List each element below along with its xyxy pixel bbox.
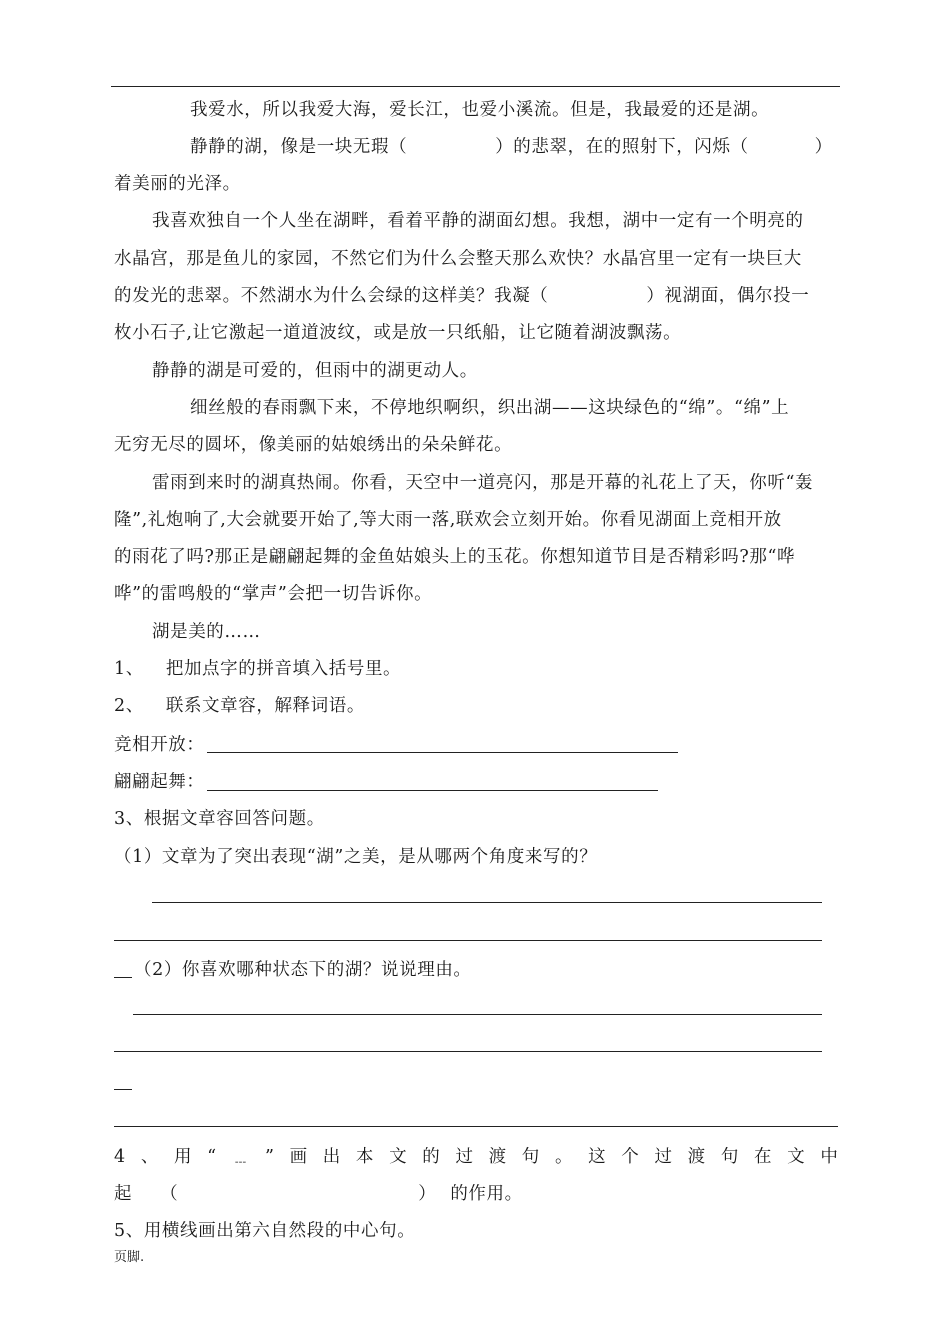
question-4-char: 渡: [488, 1147, 507, 1167]
question-4-char: 渡: [687, 1147, 706, 1167]
passage-line-6b: ）视湖面，偶尔投一: [646, 286, 810, 306]
question-4-char: 这: [588, 1147, 606, 1167]
passage-line-2a: 静静的湖，像是一块无瑕（: [190, 137, 408, 157]
passage-line-12: 隆”,礼炮响了,大会就要开始了,等大雨一落,联欢会立刻开始。你看见湖面上竞相开放: [114, 510, 782, 530]
question-2-text: 联系文章容，解释词语。: [165, 696, 365, 716]
passage-line-11: 雷雨到来时的湖真热闹。你看，天空中一道亮闪，那是开幕的礼花上了天，你听“轰: [152, 473, 814, 493]
answer-stub-line-2: [114, 1089, 132, 1090]
question-5: 5、用横线画出第六自然段的中心句。: [114, 1221, 416, 1241]
question-4-char: 的: [422, 1147, 440, 1167]
passage-line-2b: ）的悲翠，在的照射下，闪烁（: [495, 137, 749, 157]
answer-line-3-2c[interactable]: [114, 1126, 838, 1127]
question-1-number: 1、: [114, 659, 144, 679]
question-4-char: 。: [554, 1147, 573, 1167]
question-1-text: 把加点字的拼音填入括号里。: [165, 659, 402, 679]
question-4-char: “: [207, 1147, 217, 1167]
term-2-label: 翩翩起舞：: [114, 772, 205, 792]
passage-line-13: 的雨花了吗?那正是翩翩起舞的金鱼姑娘头上的玉花。你想知道节目是否精彩吗?那“哗: [114, 547, 796, 567]
question-3-2: （2）你喜欢哪种状态下的湖？说说理由。: [134, 960, 472, 980]
question-4-char: 在: [753, 1147, 772, 1167]
question-4-char: 本: [355, 1147, 374, 1167]
passage-line-6: [114, 284, 809, 308]
question-4-char: 文: [787, 1147, 805, 1167]
question-4-line-2a: 起: [114, 1184, 133, 1204]
term-2-answer-line[interactable]: [207, 790, 658, 791]
term-1-answer-line[interactable]: [207, 752, 678, 753]
question-4-line-2: [114, 1182, 523, 1206]
passage-line-2c: ）: [814, 137, 833, 157]
question-4-char: 、: [140, 1147, 159, 1167]
question-4-close-paren: ）: [418, 1184, 437, 1204]
question-3: 3、根据文章容回答问题。: [114, 809, 325, 829]
passage-line-6a: 的发光的悲翠。不然湖水为什么会绿的这样美？我凝（: [114, 286, 549, 306]
passage-line-1: 我爱水，所以我爱大海，爱长江，也爱小溪流。但是，我最爱的还是湖。: [190, 100, 770, 120]
passage-line-8: 静静的湖是可爱的，但雨中的湖更动人。: [152, 361, 478, 381]
question-3-1: （1）文章为了突出表现“湖”之美，是从哪两个角度来写的？: [114, 847, 598, 867]
passage-line-5: 水晶宫，那是鱼儿的家园，不然它们为什么会整天那么欢快？水晶宫里一定有一块巨大: [114, 249, 802, 269]
header-rule: [111, 86, 840, 87]
question-4-char: 文: [389, 1147, 407, 1167]
answer-line-3-1a[interactable]: [152, 902, 822, 903]
answer-line-3-2a[interactable]: [133, 1014, 822, 1015]
passage-line-10: 无穷无尽的圆坏，像美丽的姑娘绣出的朵朵鲜花。: [114, 435, 513, 455]
question-4-char: 过: [654, 1147, 672, 1167]
question-4-line-2d: 的作用。: [450, 1184, 523, 1204]
page-footer: 页脚.: [114, 1250, 145, 1265]
question-4-open-paren: （: [160, 1184, 179, 1204]
question-2: [114, 694, 365, 718]
question-4-char: 4: [114, 1147, 126, 1167]
answer-line-3-2b[interactable]: [114, 1051, 822, 1052]
question-4-line-1: [114, 1145, 838, 1169]
question-4-char: 出: [322, 1147, 341, 1167]
question-4-char: 个: [621, 1147, 639, 1167]
question-4-char: 句: [720, 1147, 739, 1167]
question-4-char: 用: [173, 1147, 192, 1167]
answer-line-3-1b[interactable]: [114, 940, 822, 941]
passage-line-2: [190, 135, 833, 159]
passage-line-3: 着美丽的光泽。: [114, 174, 241, 194]
passage-line-4: 我喜欢独自一个人坐在湖畔，看着平静的湖面幻想。我想，湖中一定有一个明亮的: [152, 211, 804, 231]
passage-line-7: 枚小石子,让它激起一道道波纹，或是放一只纸船，让它随着湖波飘荡。: [114, 323, 682, 343]
passage-line-9: 细丝般的春雨飘下来，不停地织啊织，织出湖——这块绿色的“绵”。“绵”上: [190, 398, 790, 418]
question-1: [114, 657, 401, 681]
term-1-label: 竞相开放：: [114, 735, 205, 755]
question-4-char: ﹍: [231, 1147, 250, 1167]
question-4-char: 中: [820, 1147, 838, 1167]
question-4-char: 过: [455, 1147, 473, 1167]
question-4-char: ”: [264, 1147, 274, 1167]
answer-stub-line: [114, 977, 132, 978]
passage-line-14: 哗”的雷鸣般的“掌声”会把一切告诉你。: [114, 584, 433, 604]
passage-line-15: 湖是美的……: [152, 622, 261, 642]
question-2-number: 2、: [114, 696, 144, 716]
question-4-char: 画: [289, 1147, 308, 1167]
question-4-char: 句: [521, 1147, 540, 1167]
